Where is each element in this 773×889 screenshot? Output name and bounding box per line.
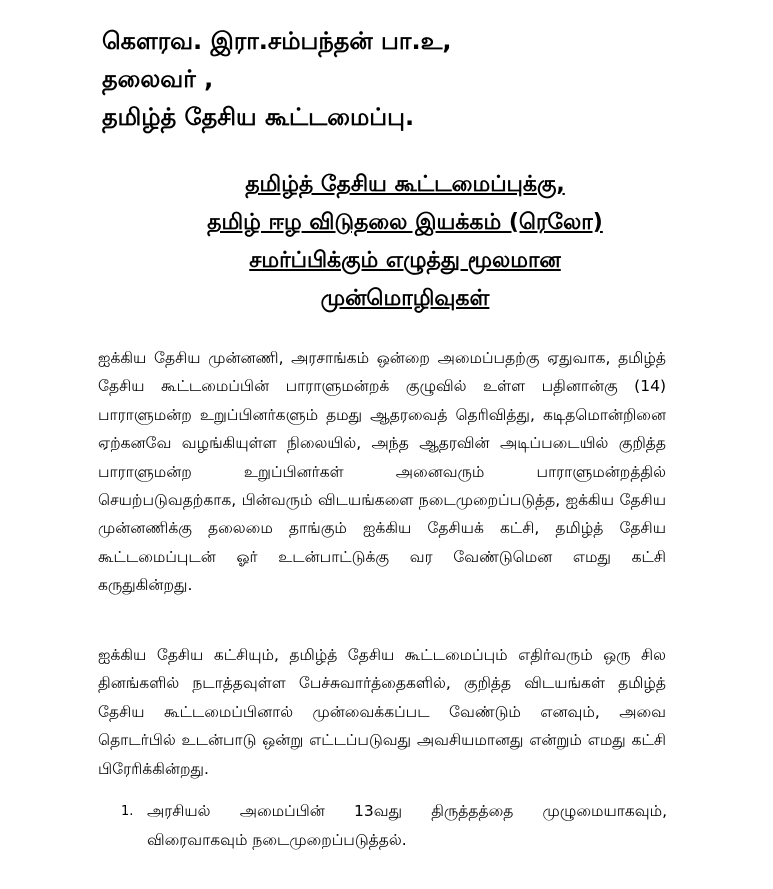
list-item-text: அரசியல் அமைப்பின் 13வது திருத்தத்தை முழுமையாகவும், விரைவாகவும் நடைமுறைப்படுத்தல். [147,802,667,849]
addressee-name: கௌரவ. இரா.சம்பந்தன் பா.உ, [102,27,452,55]
addressee-organization: தமிழ்த் தேசிய கூட்டமைப்பு. [102,103,415,131]
heading-line-2: தமிழ் ஈழ விடுதலை இயக்கம் (ரெலோ) [207,210,603,235]
heading-line-1: தமிழ்த் தேசிய கூட்டமைப்புக்கு, [245,172,565,197]
document-heading [100,166,710,318]
heading-line-4: முன்மொழிவுகள் [320,286,490,311]
list-item [121,797,667,855]
addressee-block [102,22,722,136]
proposal-list [121,797,667,855]
addressee-title: தலைவர் , [102,65,214,93]
heading-line-3: சமர்ப்பிக்கும் எழுத்து மூலமான [249,248,561,273]
body-paragraph-1: ஐக்கிய தேசிய முன்னணி, அரசாங்கம் ஒன்றை அமைப்பதற்கு ஏதுவாக, தமிழ்த் தேசிய கூட்டமைப்பின் பாராளுமன்றக் குழுவில் உள்ள பதினான்கு (14) பாராளுமன்ற உறுப்பினர்களும் தமது ஆதரவைத் தெரிவித்து, கடிதமொன்றினை ஏற்கனவே வழங்கியுள்ள நிலையில், அந்த ஆதரவின் அடிப்படையில் குறித்த பாராளுமன்ற உறுப்பினர்கள் அனைவரும் பாராளுமன்றத்தில் செயற்படுவதற்காக, பின்வரும் விடயங்களை நடைமுறைப்படுத்த, ஐக்கிய தேசிய முன்னணிக்கு தலைமை தாங்கும் ஐக்கிய தேசியக் கட்சி, தமிழ்த் தேசிய கூட்டமைப்புடன் ஓர் உடன்பாட்டுக்கு வர வேண்டுமென எமது கட்சி கருதுகின்றது. [98,349,666,595]
list-item-number: 1. [121,804,134,819]
body-paragraph-2: ஐக்கிய தேசிய கட்சியும், தமிழ்த் தேசிய கூட்டமைப்பும் எதிர்வரும் ஒரு சில தினங்களில் நடாத்தவுள்ள பேச்சுவார்த்தைகளில், குறித்த விடயங்கள் தமிழ்த் தேசிய கூட்டமைப்பினால் முன்வைக்கப்பட வேண்டும் எனவும், அவை தொடர்பில் உடன்பாடு ஒன்று எட்டப்படுவது அவசியமானது என்றும் எமது கட்சி பிரேரிக்கின்றது. [98,646,666,778]
